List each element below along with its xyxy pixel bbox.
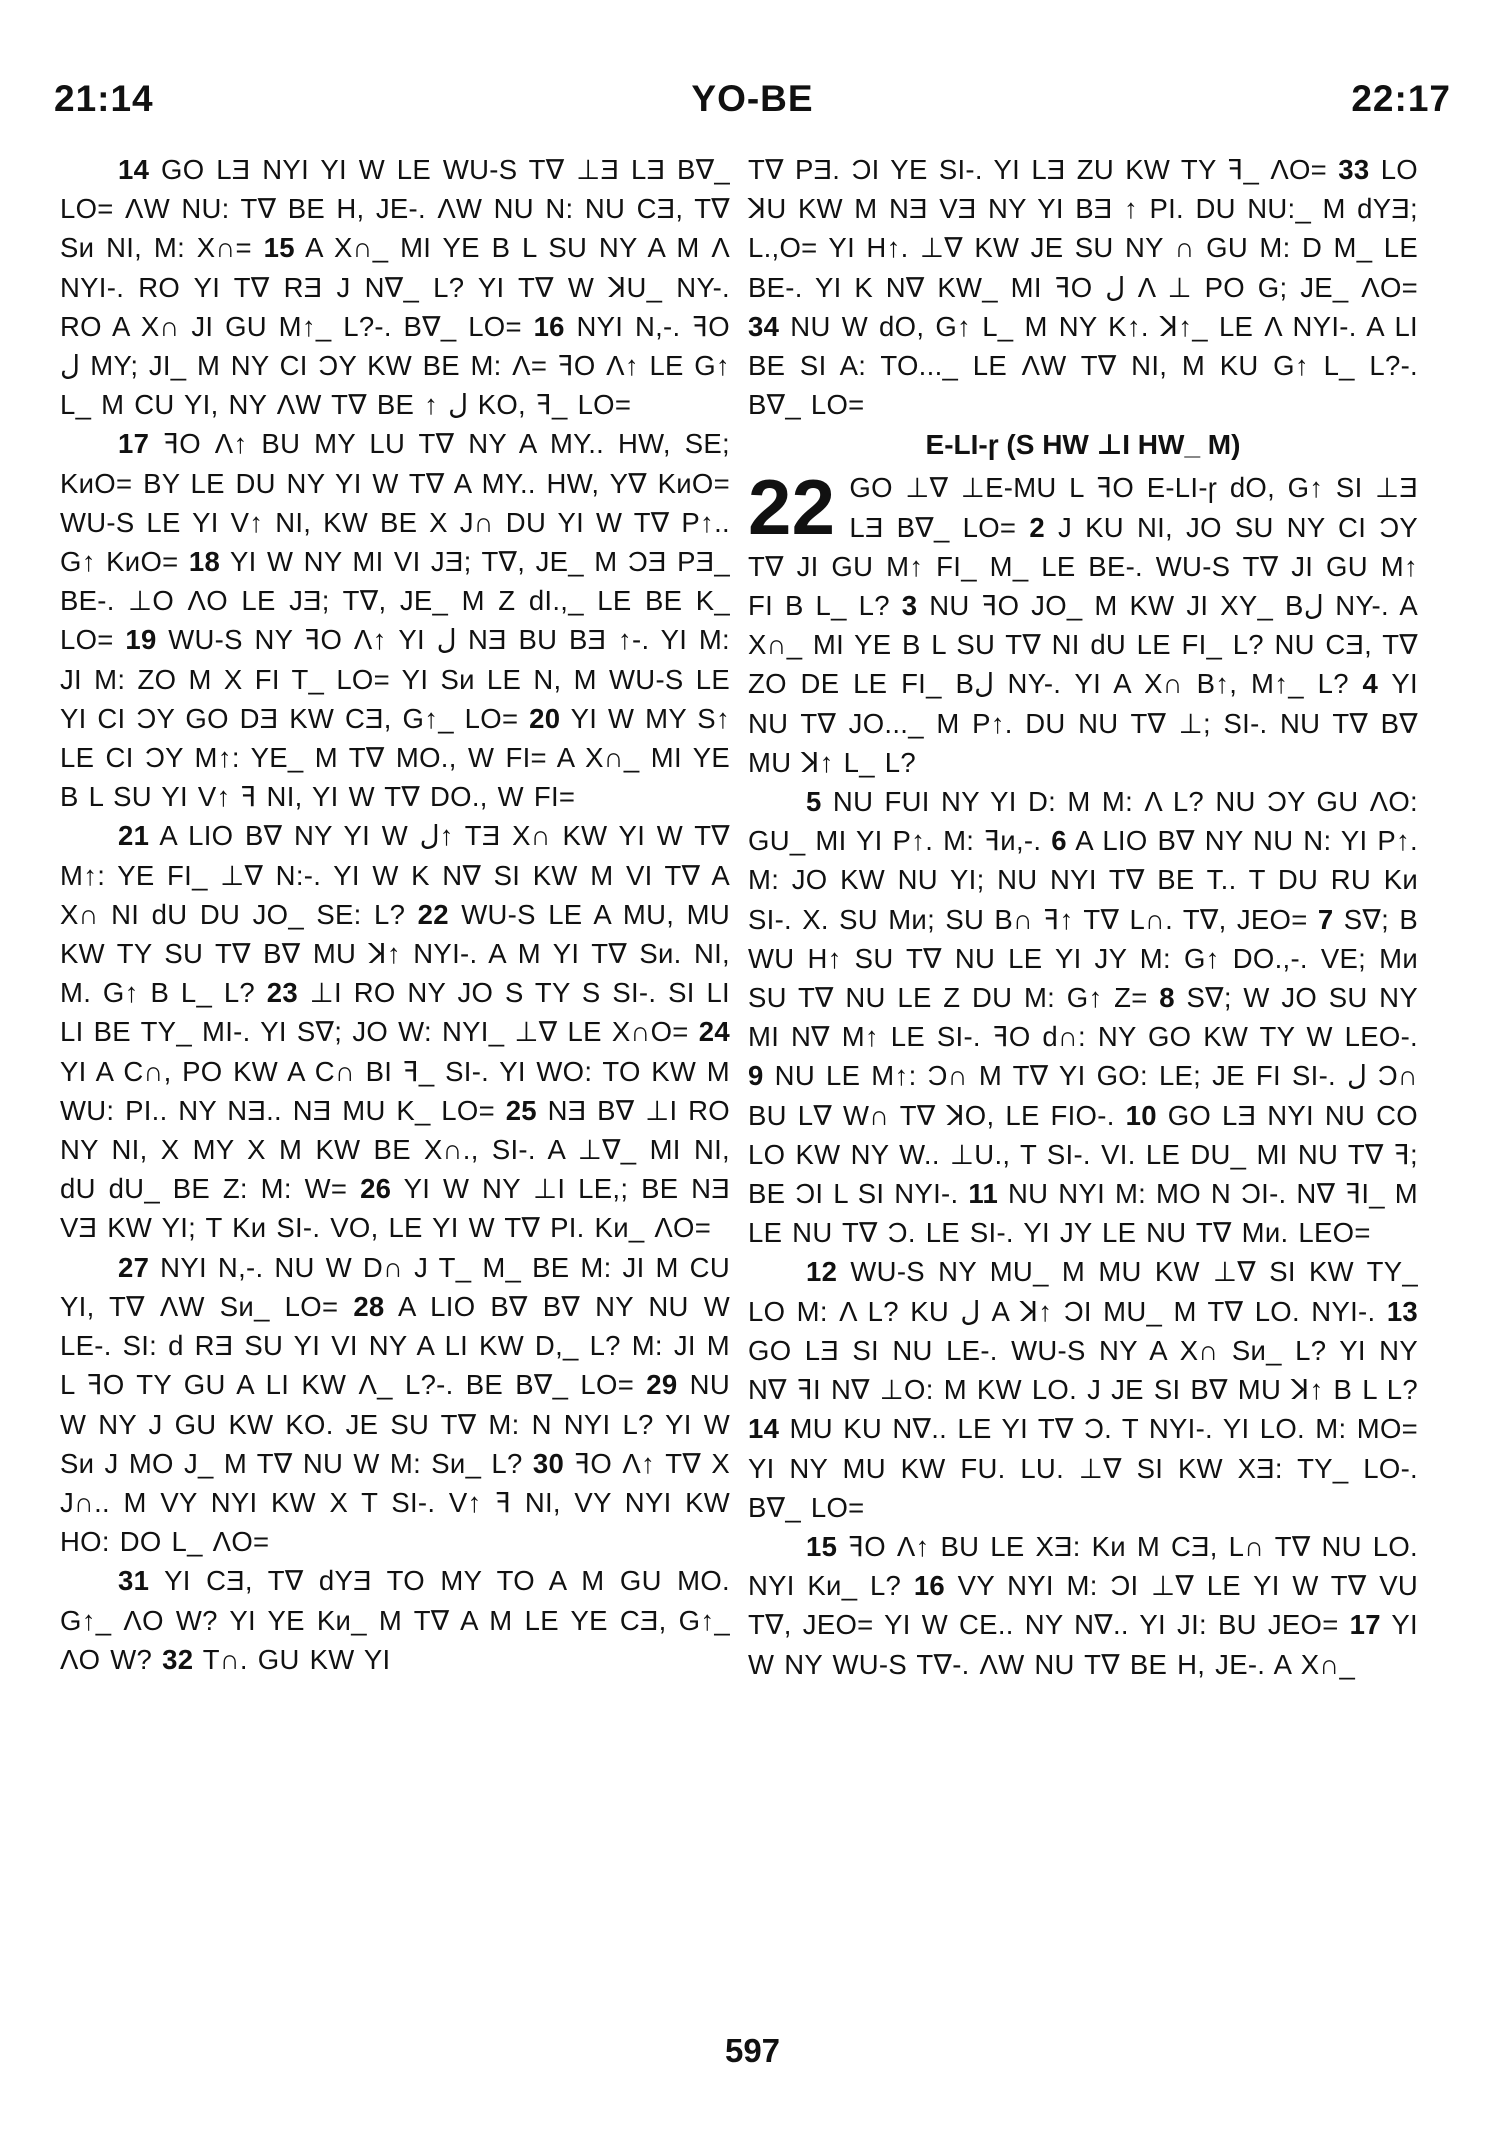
verse-number: 14 <box>748 1413 780 1445</box>
verse-number: 6 <box>1051 825 1067 857</box>
verse-number: 19 <box>125 624 157 656</box>
left-text-column <box>60 150 730 1679</box>
verse-number: 27 <box>118 1251 150 1283</box>
verse-number: 5 <box>806 786 822 818</box>
verse-text: ⊥I RO NY JO S TY S SI-. SI LI LI BE TY_ MI-. YI S∇; JO W: NYI_ ⊥∇ LE X∩O= <box>60 977 730 1048</box>
verse-number: 26 <box>360 1173 392 1205</box>
verse-number: 13 <box>1386 1295 1419 1327</box>
verse-paragraph <box>60 816 730 1247</box>
verse-number: 16 <box>913 1570 946 1602</box>
verse-text: YI W NY MI VI JƎ; T∇, JE_ M ƆƎ PƎ_ BE-. ⊥O ΛO LE JƎ; T∇, JE_ M Z ԁI.,_ LE BE K_ LO= <box>60 546 730 656</box>
verse-text: T∩. GU KW YI <box>193 1643 391 1675</box>
verse-number: 11 <box>968 1178 999 1210</box>
verse-number: 16 <box>533 310 565 342</box>
verse-text: NYI N,-. ꟻO ل MY; JI_ M NY CI ƆY KW BE M: Λ= ꟻO Λ↑ LE G↑ L_ M CU YI, NY ΛW T∇ BE ↑ ل KO, ꟻ_ LO= <box>60 310 730 421</box>
verse-text: NU W ԁO, G↑ L_ M NY K↑. ꓘ↑_ LE Λ NYI-. A LI BE SI A: TO..._ LE ΛW T∇ NI, M KU G↑ L_ L?-. B∇_ LO= <box>748 310 1418 421</box>
verse-number: 14 <box>118 154 150 185</box>
verse-paragraph <box>748 463 1418 782</box>
verse-text: NƎ B∇ ⊥I RO NY NI, X MY X M KW BE X∩., SI-. A ⊥∇_ MI NI, ԁU ԁU_ BE Z: M: W= <box>60 1094 730 1205</box>
verse-text: A LIO B∇ NY YI W ل↑ TƎ X∩ KW YI W T∇ M↑: YE FI_ ⊥∇ N:-. YI W K N∇ SI KW M VI T∇ A X∩ NI ԁU DU JO_ SE: L? <box>60 820 731 930</box>
right-text-column <box>748 150 1418 1684</box>
verse-number: 2 <box>1029 511 1045 543</box>
verse-number: 24 <box>698 1016 730 1048</box>
verse-text: J KU NI, JO SU NY CI ƆY T∇ JI GU M↑ FI_ M_ LE BE-. WU-S T∇ JI GU M↑ FI B L_ L? <box>748 511 1418 622</box>
verse-number: 17 <box>1349 1609 1381 1641</box>
section-heading: E-LI-ɼ (S HW ⊥I HW_ M) <box>925 429 1241 461</box>
verse-paragraph <box>60 1561 730 1679</box>
verse-text: NU W NY J GU KW KO. JE SU T∇ M: N NYI L? YI W Sᴎ J MO J_ M T∇ NU W M: Sᴎ_ L? <box>60 1369 730 1479</box>
verse-number: 25 <box>505 1094 537 1126</box>
verse-number: 9 <box>748 1060 764 1092</box>
verse-text: NYI N,-. NU W D∩ J T_ M_ BE M: JI M CU YI, T∇ ΛW Sᴎ_ LO= <box>60 1251 730 1322</box>
verse-number: 23 <box>266 977 298 1009</box>
verse-text: GO LƎ NYI YI W LE WU-S T∇ ⊥Ǝ LƎ B∇_ LO= ΛW NU: T∇ BE H, JE-. ΛW NU N: NU CƎ, T∇ Sᴎ NI, M: X∩= <box>60 154 730 264</box>
verse-text: WU-S LE A MU, MU KW TY SU T∇ B∇ MU ꓘ↑ NYI-. A M YI T∇ Sᴎ. NI, M. G↑ B L_ L? <box>60 898 730 1009</box>
verse-text: NU ꟻO JO_ M KW JI XY_ Bل NY-. A X∩_ MI YE B L SU T∇ NI ԁU LE FI_ L? NU CƎ, T∇ ZO DE LE FI_ Bل NY-. YI A X∩ B↑, M↑_ L? <box>748 590 1418 700</box>
verse-number: 33 <box>1338 154 1370 185</box>
verse-text: A LIO B∇ NY NU N: YI P↑. M: JO KW NU YI; NU NYI T∇ BE T.. T DU RU Kᴎ SI-. X. SU Mᴎ; SU B∩ ꟻ↑ T∇ L∩. T∇, JEO= <box>748 825 1418 935</box>
verse-text: NU NYI M: MO N ƆI-. N∇ ꟻI_ M LE NU T∇ Ɔ. LE SI-. YI JY LE NU T∇ Mᴎ. LEO= <box>748 1178 1419 1249</box>
verse-paragraph <box>748 782 1418 1252</box>
verse-number: 29 <box>646 1369 678 1401</box>
verse-text: T∇ PƎ. ƆI YE SI-. YI LƎ ZU KW TY ꟻ_ ΛO= <box>748 154 1339 185</box>
verse-text: VY NYI M: ƆI ⊥∇ LE YI W T∇ VU T∇, JEO= YI W CE.. NY N∇.. YI JI: BU JEO= <box>748 1570 1419 1641</box>
verse-number: 8 <box>1159 982 1175 1014</box>
verse-number: 21 <box>118 820 150 852</box>
verse-text: ꟻO Λ↑ T∇ X J∩.. M VY NYI KW X T SI-. V↑ ꟻ NI, VY NYI KW HO: DO L_ ΛO= <box>60 1447 730 1558</box>
verse-number: 31 <box>118 1565 150 1597</box>
verse-paragraph <box>748 1252 1418 1526</box>
verse-number: 3 <box>901 590 918 622</box>
verse-text: WU-S NY MU_ M MU KW ⊥∇ SI KW TY_ LO M: Λ L? KU ل A ꓘ↑ ƆI MU_ M T∇ LO. NYI-. <box>748 1256 1418 1327</box>
page-number: 597 <box>724 2032 781 2069</box>
verse-number: 34 <box>748 310 780 342</box>
verse-text: YI A C∩, PO KW A C∩ BI ꟻ_ SI-. YI WO: TO KW M WU: PI.. NY NƎ.. NƎ MU K_ LO= <box>60 1055 730 1126</box>
verse-number: 15 <box>806 1530 838 1562</box>
header-right-reference: 22:17 <box>1351 78 1451 119</box>
verse-text: A LIO B∇ B∇ NY NU W LE-. SI: ԁ RƎ SU YI VI NY A LI KW D,_ L? M: JI M L ꟻO TY GU A LI KW Λ_ L?-. BE B∇_ LO= <box>60 1290 730 1401</box>
verse-text: YI W NY ⊥I LE,; BE NƎ VƎ KW YI; T Kᴎ SI-. VO, LE YI W T∇ PI. Kᴎ_ ΛO= <box>60 1173 730 1244</box>
verse-paragraph <box>60 1248 730 1562</box>
verse-text: YI NU T∇ JO..._ M P↑. DU NU T∇ ⊥; SI-. NU T∇ B∇ MU ꓘ↑ L_ L? <box>748 668 1418 778</box>
verse-paragraph <box>748 1527 1418 1684</box>
verse-text: MU KU N∇.. LE YI T∇ Ɔ. T NYI-. YI LO. M: MO= YI NY MU KW FU. LU. ⊥∇ SI KW XƎ: TY_ LO-. B∇_ LO= <box>748 1413 1418 1523</box>
verse-number: 22 <box>417 898 449 930</box>
verse-text: WU-S NY ꟻO Λ↑ YI ل NƎ BU BƎ ↑-. YI M: JI M: ZO M X FI T_ LO= YI Sᴎ LE N, M WU-S LE YI CI ƆY GO DƎ KW CƎ, G↑_ LO= <box>60 624 730 734</box>
verse-number: 32 <box>162 1643 194 1675</box>
verse-text: ꟻO Λ↑ BU MY LU T∇ NY A MY.. HW, SE; KᴎO= BY LE DU NY YI W T∇ A MY.. HW, Y∇ KᴎO= WU-S LE YI V↑ NI, KW BE X J∩ DU YI W T∇ P↑.. G↑ KᴎO= <box>60 428 730 578</box>
verse-number: 17 <box>118 428 150 460</box>
verse-number: 15 <box>263 232 295 264</box>
chapter-number: 22 <box>748 463 836 552</box>
chapter-22-text <box>748 463 1419 1683</box>
verse-paragraph <box>60 424 730 816</box>
verse-number: 10 <box>1125 1099 1157 1131</box>
verse-paragraph <box>748 150 1418 424</box>
verse-number: 4 <box>1362 668 1379 700</box>
verse-number: 12 <box>806 1256 838 1288</box>
verse-text: GO LƎ SI NU LE-. WU-S NY A X∩ Sᴎ_ L? YI NY N∇ ꟻI N∇ ⊥O: M KW LO. J JE SI B∇ MU ꓘ↑ B L L? <box>748 1334 1418 1406</box>
verse-number: 30 <box>532 1447 565 1479</box>
verse-text: LO ꓘU KW M NƎ VƎ NY YI BƎ ↑ PI. DU NU:_ M ԁYƎ; L.,O= YI H↑. ⊥∇ KW JE SU NY ∩ GU M: D M_ LE BE-. YI K N∇ KW_ MI ꟻO ل Λ ⊥ PO G; JE_ ΛO= <box>748 154 1418 303</box>
verse-text: YI W MY S↑ LE CI ƆY M↑: YE_ M T∇ MO., W FI= A X∩_ MI YE B L SU YI V↑ ꟻ NI, YI W T∇ DO., W FI= <box>60 702 730 813</box>
right-column-continuation <box>748 150 1418 424</box>
verse-text: S∇; W JO SU NY MI N∇ M↑ LE SI-. ꟻO ԁ∩: NY GO KW TY W LEO-. <box>748 982 1418 1053</box>
verse-paragraph <box>60 150 730 424</box>
verse-text: NU FUI NY YI D: M M: Λ L? NU ƆY GU ΛO: GU_ MI YI P↑. M: ꟻᴎ,-. <box>748 786 1418 857</box>
verse-text: YI CƎ, T∇ ԁYƎ TO MY TO A M GU MO. G↑_ ΛO W? YI YE Kᴎ_ M T∇ A M LE YE CƎ, G↑_ ΛO W? <box>60 1565 730 1675</box>
verse-text: YI W NY WU-S T∇-. ΛW NU T∇ BE H, JE-. A X∩_ <box>748 1609 1418 1680</box>
verse-text: GO LƎ NYI NU CO LO KW NY W.. ⊥U., T SI-. VI. LE DU_ MI NU T∇ ꟻ; BE ƆI L SI NYI-. <box>748 1099 1419 1210</box>
verse-text: S∇; B WU H↑ SU T∇ NU LE YI JY M: G↑ DO.,-. VE; Mᴎ SU T∇ NU LE Z DU M: G↑ Z= <box>748 903 1418 1014</box>
verse-number: 28 <box>353 1290 385 1322</box>
verse-text: NU LE M↑: Ɔ∩ M T∇ YI GO: LE; JE FI SI-. ل Ɔ∩ BU L∇ W∩ T∇ ꓘO, LE FIO-. <box>748 1060 1418 1131</box>
header-left-reference: 21:14 <box>54 78 154 119</box>
header-book-title: YO-BE <box>691 78 814 119</box>
verse-text: A X∩_ MI YE B L SU NY A M Λ NYI-. RO YI T∇ RƎ J N∇_ L? YI T∇ W ꓘU_ NY-. RO A X∩ JI GU M↑_ L?-. B∇_ LO= <box>60 232 730 342</box>
verse-text: GO ⊥∇ ⊥E-MU L ꟻO E-LI-ɼ ԁO, G↑ SI ⊥Ǝ LƎ B∇_ LO= <box>849 472 1418 543</box>
verse-number: 18 <box>188 546 221 578</box>
verse-text: ꟻO Λ↑ BU LE XƎ: Kᴎ M CƎ, L∩ T∇ NU LO. NYI Kᴎ_ L? <box>748 1530 1418 1602</box>
verse-number: 20 <box>529 702 561 734</box>
verse-number: 7 <box>1317 903 1334 935</box>
running-head <box>54 78 1451 128</box>
